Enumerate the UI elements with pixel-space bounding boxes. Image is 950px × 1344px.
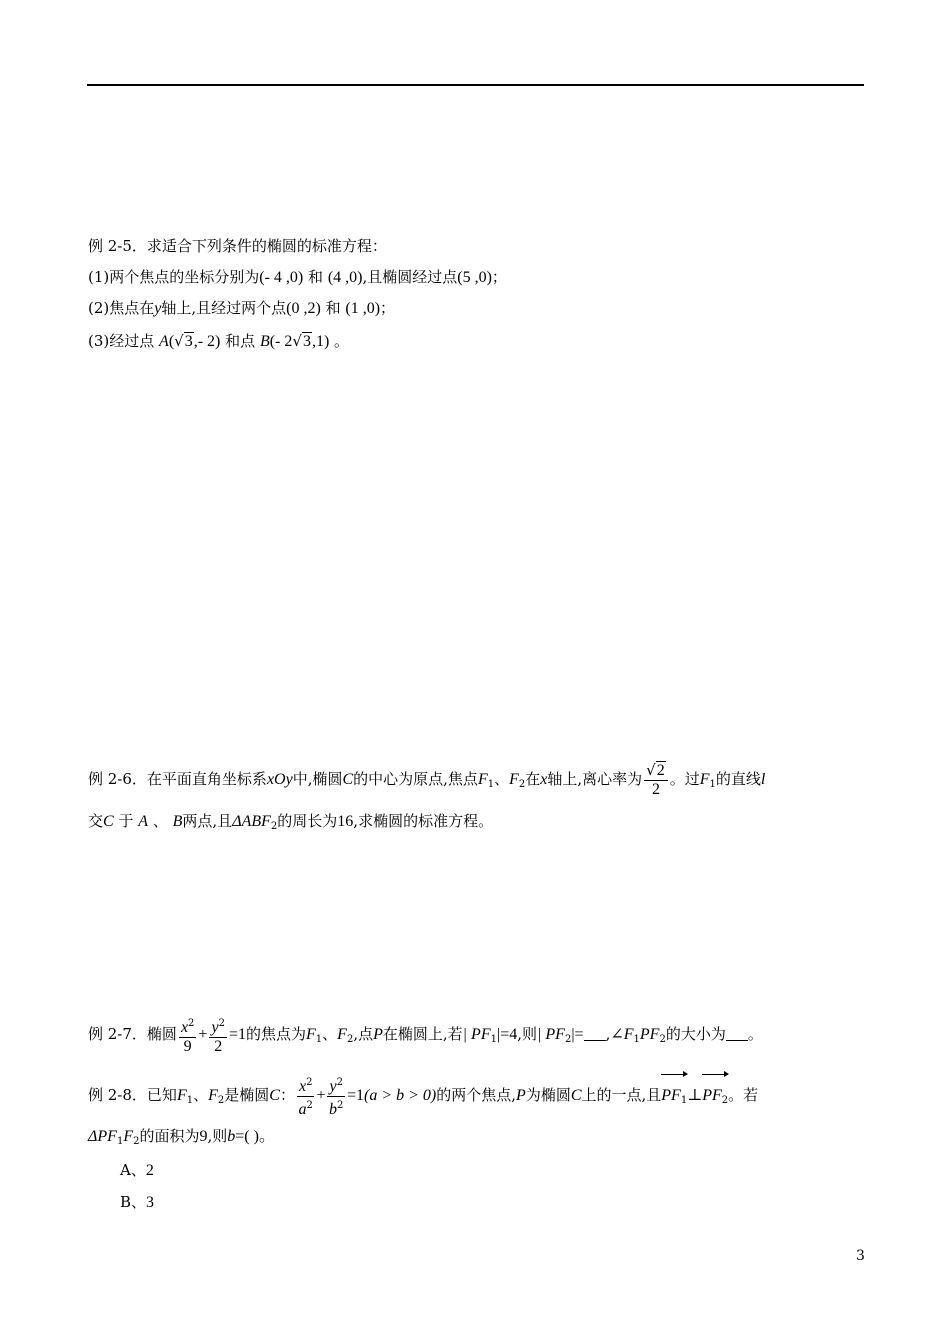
page-number: 3	[856, 1248, 865, 1264]
vector-pf1: $PF_1$	[661, 1072, 687, 1121]
y-over-b-fraction: $\frac{y^2}{b^2}$	[327, 1074, 344, 1119]
option-b[interactable]: B、3	[120, 1193, 155, 1211]
ex25-part2: (2)焦点在y轴上,且经过两个点(0 ,2) 和 (1 ,0)；	[88, 299, 396, 317]
x-over-a-fraction: $\frac{x^2}{a^2}$	[297, 1074, 314, 1119]
option-a[interactable]: A、2	[120, 1161, 154, 1179]
ex26-line1: 例 2-6．在平面直角坐标系xOy中,椭圆C的中心为原点,焦点$F_1$、$F_2$在x轴上,离心率为 $\frac{√2}{2}$ 。过$F_1$的直线l	[88, 761, 766, 798]
ex28-line1: 例 2-8．已知$F_1$、$F_2$是椭圆C： $\frac{x^2}{a^2}$ + $\frac{y^2}{b^2}$ =1(a > b > 0)的两个焦点,P为椭圆C上的一点,且$PF_1\perp PF_2$。若	[88, 1072, 758, 1121]
ex27-line: 例 2-7．椭圆 $\frac{x^2}{9}$ + $\frac{y^2}{2}$ =1的焦点为$F_1$、$F_2$,点P在椭圆上,若| $PF_1|=4$,则| $PF_2|=$ $,\angle F_1PF_2$的大小为 。	[88, 1014, 763, 1060]
vector-pf2: $PF_2$	[702, 1072, 728, 1121]
eccentricity-fraction: $\frac{√2}{2}$	[644, 761, 668, 799]
ex25-part3: (3)经过点 A(√3,- 2) 和点 B(- 2√3,1) 。	[88, 332, 350, 350]
ex28-line2: $\Delta PF_1F_2$的面积为9,则b=( )。	[88, 1127, 275, 1147]
y-fraction: $\frac{y^2}{2}$	[209, 1015, 226, 1056]
ex25-part1: (1)两个焦点的坐标分别为(- 4 ,0) 和 (4 ,0),且椭圆经过点(5 ,0)；	[88, 268, 507, 286]
ex26-line2: 交C 于 A 、 B两点,且$\Delta ABF_2$的周长为16,求椭圆的标准方程。	[88, 812, 494, 832]
ex25-title: 例 2-5．求适合下列条件的椭圆的标准方程：	[88, 237, 387, 255]
answer-blank-1[interactable]	[584, 1026, 606, 1041]
x-fraction: $\frac{x^2}{9}$	[179, 1015, 196, 1056]
header-rule	[87, 84, 864, 86]
answer-blank-2[interactable]	[726, 1026, 748, 1041]
